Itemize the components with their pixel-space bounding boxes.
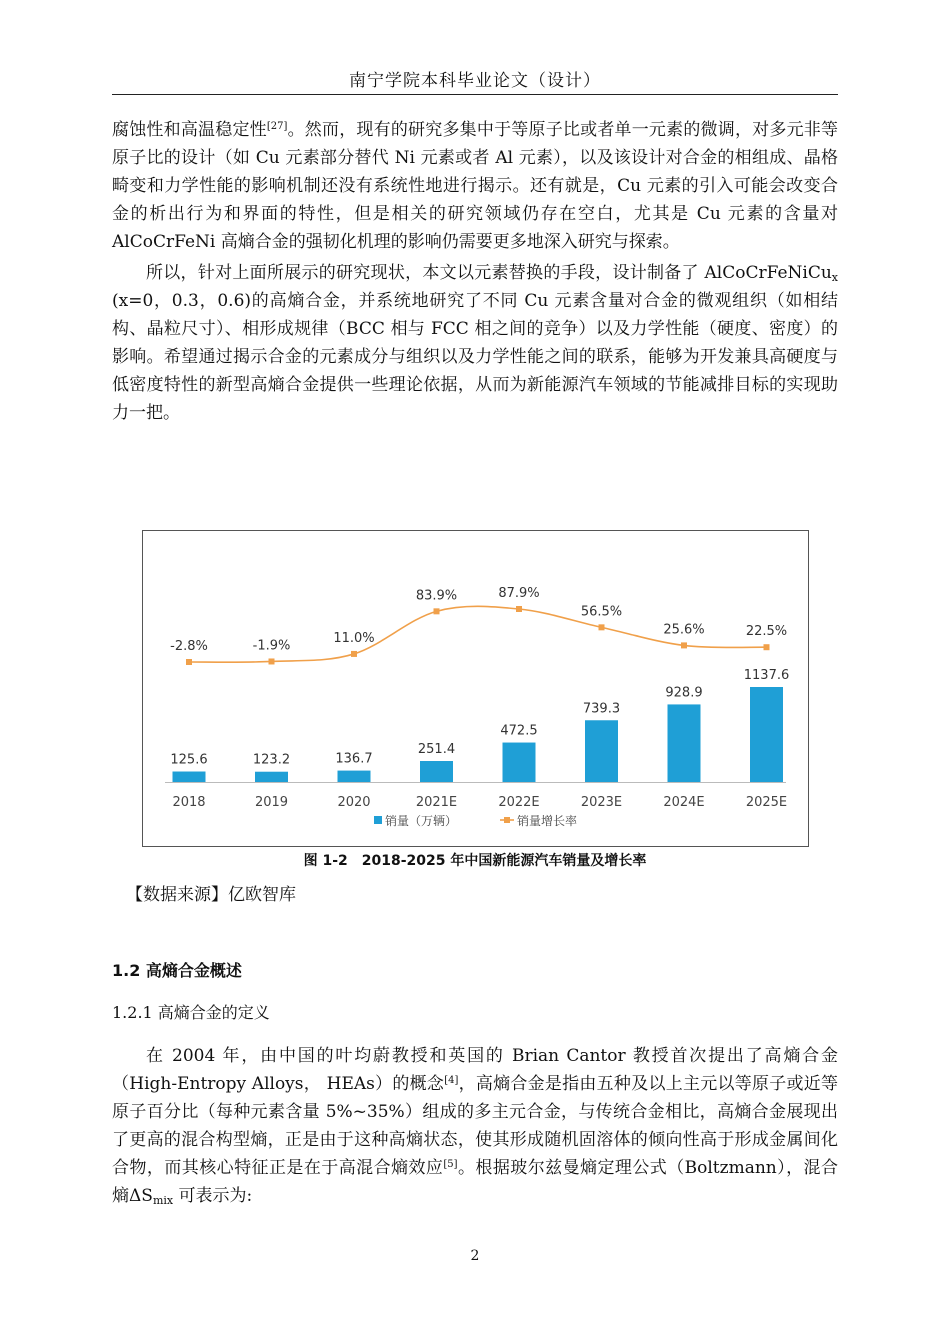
growth-rate-label: 87.9% [498, 586, 540, 601]
bar-value-label: 123.2 [252, 752, 291, 768]
subscript-mix: mix [152, 1194, 174, 1207]
legend-marker-growth [504, 817, 510, 823]
bar-value-label: 928.9 [665, 685, 703, 701]
section-heading-1-2: 1.2 高熵合金概述 [112, 961, 242, 980]
chart-canvas [143, 531, 808, 846]
bar-value-label: 472.5 [500, 723, 538, 739]
growth-rate-point [599, 624, 605, 630]
citation-5: [5] [443, 1159, 458, 1170]
paragraph-3-part-b: ，高熵合金是指由五种及以上主元以等原子或近等原子百分比（每种元素含量 5%~35%）组成的多主元合金，与传统合金相比，高熵合金展现出了更高的混合构型熵，正是由于这种高熵状态，使其形成随机固溶体的倾向性高于形成金属间化合物，而其核心特征正是在于高混合熵效应 [112, 1074, 839, 1178]
sales-bar [173, 772, 206, 782]
bar-value-label: 136.7 [335, 751, 373, 767]
paragraph-block-2 [112, 1042, 838, 1210]
sales-bar [255, 772, 288, 782]
growth-rate-label: 22.5% [745, 624, 788, 640]
growth-rate-label: 83.9% [415, 588, 458, 604]
sales-bar [338, 771, 371, 782]
sales-chart [142, 530, 809, 847]
x-tick-label: 2019 [254, 795, 289, 810]
growth-rate-label: -1.9% [252, 638, 291, 654]
growth-rate-point [764, 644, 770, 650]
sales-bar [750, 687, 783, 782]
bar-value-label: 125.6 [170, 752, 208, 768]
sales-bar [668, 704, 701, 782]
growth-rate-point [681, 642, 687, 648]
running-header: 南宁学院本科毕业论文（设计） [349, 71, 601, 91]
header-rule [112, 94, 838, 95]
legend-label-growth: 销量增长率 [517, 814, 578, 828]
x-tick-label: 2018 [172, 795, 206, 810]
citation-4: [4] [444, 1075, 459, 1086]
sales-bar [420, 761, 453, 782]
page-number: 2 [470, 1248, 480, 1264]
legend-swatch-sales [374, 816, 382, 824]
x-tick-label: 2020 [337, 795, 371, 810]
paragraph-1-part-a: 腐蚀性和高温稳定性 [112, 120, 267, 140]
paragraph-2-part-a: 所以，针对上面所展示的研究现状，本文以元素替换的手段，设计制备了 AlCoCrFeNiCu [146, 263, 832, 283]
x-tick-label: 2021E [415, 795, 458, 810]
paragraph-1-part-b: 。然而，现有的研究多集中于等原子比或者单一元素的微调，对多元非等原子比的设计（如 Cu 元素部分替代 Ni 元素或者 Al 元素），以及该设计对合金的相组成、晶格畸变和力学性能的影响机制还没有系统性地进行揭示。还有就是，Cu 元素的引入可能会改变合金的析出行为和界面的特性，但是相关的研究领域仍存在空白，尤其是 Cu 元素的含量对 AlCoCrFeNi 高熵合金的强韧化机理的影响仍需要更多地深入研究与探索。 [112, 120, 838, 252]
bar-value-label: 251.4 [417, 742, 456, 758]
paragraph-block-1 [112, 116, 838, 427]
x-tick-label: 2022E [498, 795, 540, 810]
figure-caption: 图 1-2 2018-2025 年中国新能源汽车销量及增长率 [303, 853, 647, 869]
x-tick-label: 2024E [663, 795, 705, 810]
paragraph-3-part-a: 在 2004 年，由中国的叶均蔚教授和英国的 Brian Cantor 教授首次提出了高熵合金（High-Entropy Alloys， HEAs）的概念 [112, 1046, 838, 1094]
legend-label-sales: 销量（万辆） [385, 814, 458, 828]
x-tick-label: 2023E [580, 795, 623, 810]
subsection-heading-1-2-1: 1.2.1 高熵合金的定义 [112, 1003, 270, 1022]
paragraph-3-part-c: 。根据玻尔兹曼熵定理公式（Boltzmann），混合熵ΔS [112, 1158, 838, 1206]
growth-rate-label: 56.5% [580, 604, 623, 620]
paragraph-3-part-d: 可表示为: [173, 1186, 253, 1206]
growth-rate-point [351, 651, 357, 657]
paragraph-1 [112, 116, 838, 256]
x-tick-label: 2025E [745, 795, 788, 810]
subscript-x: x [831, 271, 838, 284]
growth-rate-label: 11.0% [333, 630, 375, 646]
bar-value-label: 1137.6 [743, 668, 790, 683]
paragraph-2 [112, 259, 838, 427]
paragraph-3 [112, 1042, 838, 1210]
sales-bar [503, 743, 536, 782]
citation-27: [27] [266, 121, 288, 132]
sales-bar [585, 720, 618, 782]
growth-rate-point [434, 608, 440, 614]
growth-rate-point [516, 606, 522, 612]
bar-value-label: 739.3 [582, 701, 621, 717]
growth-rate-point [186, 659, 192, 665]
paragraph-2-part-b: (x=0，0.3，0.6)的高熵合金，并系统地研究了不同 Cu 元素含量对合金的微观组织（如相结构、晶粒尺寸）、相形成规律（BCC 相与 FCC 相之间的竞争）以及力学性能（硬度、密度）的影响。希望通过揭示合金的元素成分与组织以及力学性能之间的联系，能够为开发兼具高硬度与低密度特性的新型高熵合金提供一些理论依据，从而为新能源汽车领域的节能减排目标的实现助力一把。 [112, 291, 838, 423]
data-source: 【数据来源】亿欧智库 [126, 885, 296, 905]
growth-rate-point [269, 658, 275, 664]
growth-rate-label: -2.8% [170, 639, 208, 654]
growth-rate-label: 25.6% [663, 622, 705, 638]
